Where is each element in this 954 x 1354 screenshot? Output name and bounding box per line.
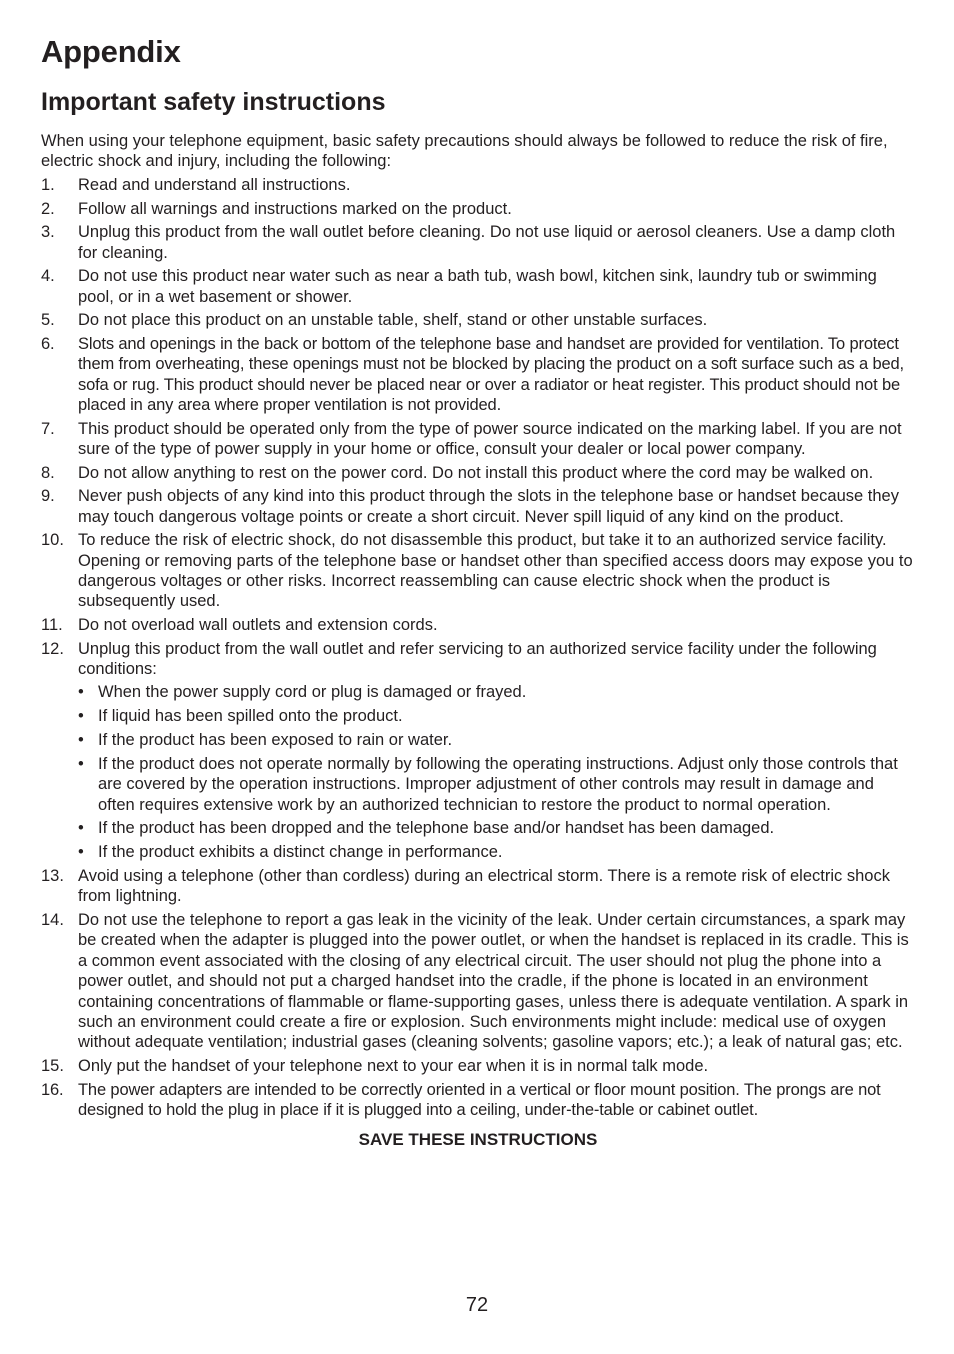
intro-paragraph: When using your telephone equipment, basic safety precautions should always be followed to reduce the risk of fire, electric shock and injury, including the following: xyxy=(41,132,888,170)
page-title: Appendix xyxy=(41,34,181,69)
page-number: 72 xyxy=(465,1294,489,1316)
item-text: The power adapters are intended to be correctly oriented in a vertical or floor mount position. The prongs are not designed to hold the plug in place if it is plugged into a ceiling, under-the-table or cabinet outlet. xyxy=(78,1080,881,1120)
item-text: Do not use the telephone to report a gas leak in the vicinity of the leak. Under certain circumstances, a spark may be created when the adapter is plugged into the power outlet, or when the handset is replaced in its cradle. This is a common event associated with the closing of any electrical circuit. The user should not plug the phone into a power outlet, and should not put a charged handset into the cradle, if the phone is located in an environment containing concentrations of flammable or flame-supporting gases, unless there is adequate ventilation. A spark in such an environment could create a fire or explosion. Such environments might include: medical use of oxygen without adequate ventilation; industrial gases (cleaning solvents; gasoline vapors; etc.); a leak of natural gas; etc. xyxy=(78,911,909,1052)
list-item xyxy=(41,310,915,330)
bullet-icon: • xyxy=(78,707,84,726)
item-text: Unplug this product from the wall outlet before cleaning. Do not use liquid or aerosol cleaners. Use a damp cloth for cleaning. xyxy=(78,223,896,262)
item-text: Unplug this product from the wall outlet and refer servicing to an authorized service facility under the following conditions: xyxy=(78,639,877,678)
item-text: Do not place this product on an unstable table, shelf, stand or other unstable surfaces. xyxy=(78,311,708,330)
section-title: Important safety instructions xyxy=(41,88,386,116)
save-instructions-note: SAVE THESE INSTRUCTIONS xyxy=(358,1130,598,1150)
condition-item xyxy=(78,754,915,815)
condition-text: If liquid has been spilled onto the product. xyxy=(98,707,403,726)
item-number: 8. xyxy=(41,463,55,482)
item-number: 11. xyxy=(41,616,63,634)
condition-item xyxy=(78,842,915,862)
list-item xyxy=(41,639,915,863)
item-number: 14. xyxy=(41,911,64,929)
list-item xyxy=(41,266,915,307)
list-item xyxy=(41,615,915,635)
list-item xyxy=(41,334,915,416)
item-text: Follow all warnings and instructions marked on the product. xyxy=(78,199,512,218)
condition-item xyxy=(78,682,915,702)
bullet-icon: • xyxy=(78,731,84,749)
condition-item xyxy=(78,706,915,726)
item-text: Do not overload wall outlets and extension cords. xyxy=(78,616,438,634)
bullet-icon: • xyxy=(78,754,84,773)
item-text: Never push objects of any kind into this product through the slots in the telephone base or handset because they may touch dangerous voltage points or create a short circuit. Never spill liquid of any kind on the product. xyxy=(78,487,899,526)
bullet-icon: • xyxy=(78,819,84,838)
item-number: 12. xyxy=(41,639,64,658)
document-page xyxy=(41,30,915,1151)
item-number: 2. xyxy=(41,199,55,218)
list-item xyxy=(41,222,915,263)
conditions-list xyxy=(78,682,915,862)
condition-text: If the product does not operate normally by following the operating instructions. Adjust only those controls that are covered by the operation instructions. Improper adjustment of other controls may result in damage and often requires extensive work by an authorized technician to restore the product to normal operation. xyxy=(98,754,898,814)
condition-text: If the product has been exposed to rain or water. xyxy=(98,731,453,749)
item-text: This product should be operated only from the type of power source indicated on the marking label. If you are not sure of the type of power supply in your home or office, consult your dealer or local power company. xyxy=(78,419,902,458)
item-number: 6. xyxy=(41,334,55,353)
list-item xyxy=(41,530,915,612)
list-item xyxy=(41,1080,915,1121)
item-number: 15. xyxy=(41,1057,64,1076)
safety-list xyxy=(41,175,915,1120)
list-item xyxy=(41,199,915,219)
item-text: Slots and openings in the back or bottom of the telephone base and handset are provided for ventilation. To protect them from overheating, these openings must not be blocked by placing the product on a soft surface such as a bed, sofa or rug. This product should never be placed near or over a radiator or heat register. This product should not be placed in any area where proper ventilation is not provided. xyxy=(78,334,904,414)
item-number: 10. xyxy=(41,531,64,550)
item-text: To reduce the risk of electric shock, do not disassemble this product, but take it to an authorized service facility. Opening or removing parts of the telephone base or handset other than specified access doors may expose you to dangerous voltages or other risks. Incorrect reassembling can cause electric shock when the product is subsequently used. xyxy=(78,531,913,611)
condition-text: If the product has been dropped and the telephone base and/or handset has been damaged. xyxy=(98,819,775,838)
list-item xyxy=(41,486,915,527)
item-text: Only put the handset of your telephone next to your ear when it is in normal talk mode. xyxy=(78,1057,709,1076)
item-number: 9. xyxy=(41,487,55,506)
item-number: 5. xyxy=(41,311,55,330)
item-number: 13. xyxy=(41,867,64,885)
item-number: 1. xyxy=(41,176,55,194)
list-item xyxy=(41,463,915,483)
list-item xyxy=(41,866,915,907)
bullet-icon: • xyxy=(78,683,84,702)
item-text: Do not allow anything to rest on the power cord. Do not install this product where the cord may be walked on. xyxy=(78,463,874,482)
list-item xyxy=(41,419,915,460)
item-text: Read and understand all instructions. xyxy=(78,176,351,194)
list-item xyxy=(41,910,915,1053)
item-text: Do not use this product near water such as near a bath tub, wash bowl, kitchen sink, laundry tub or swimming pool, or in a wet basement or shower. xyxy=(78,267,877,306)
item-text: Avoid using a telephone (other than cordless) during an electrical storm. There is a remote risk of electric shock from lightning. xyxy=(78,867,890,906)
list-item xyxy=(41,175,915,195)
condition-text: If the product exhibits a distinct change in performance. xyxy=(98,843,503,862)
condition-item xyxy=(78,818,915,838)
item-number: 16. xyxy=(41,1080,64,1099)
item-number: 7. xyxy=(41,419,55,438)
list-item xyxy=(41,1056,915,1076)
bullet-icon: • xyxy=(78,843,84,862)
item-number: 3. xyxy=(41,223,55,242)
item-number: 4. xyxy=(41,267,55,286)
condition-text: When the power supply cord or plug is damaged or frayed. xyxy=(98,683,527,702)
condition-item xyxy=(78,730,915,750)
